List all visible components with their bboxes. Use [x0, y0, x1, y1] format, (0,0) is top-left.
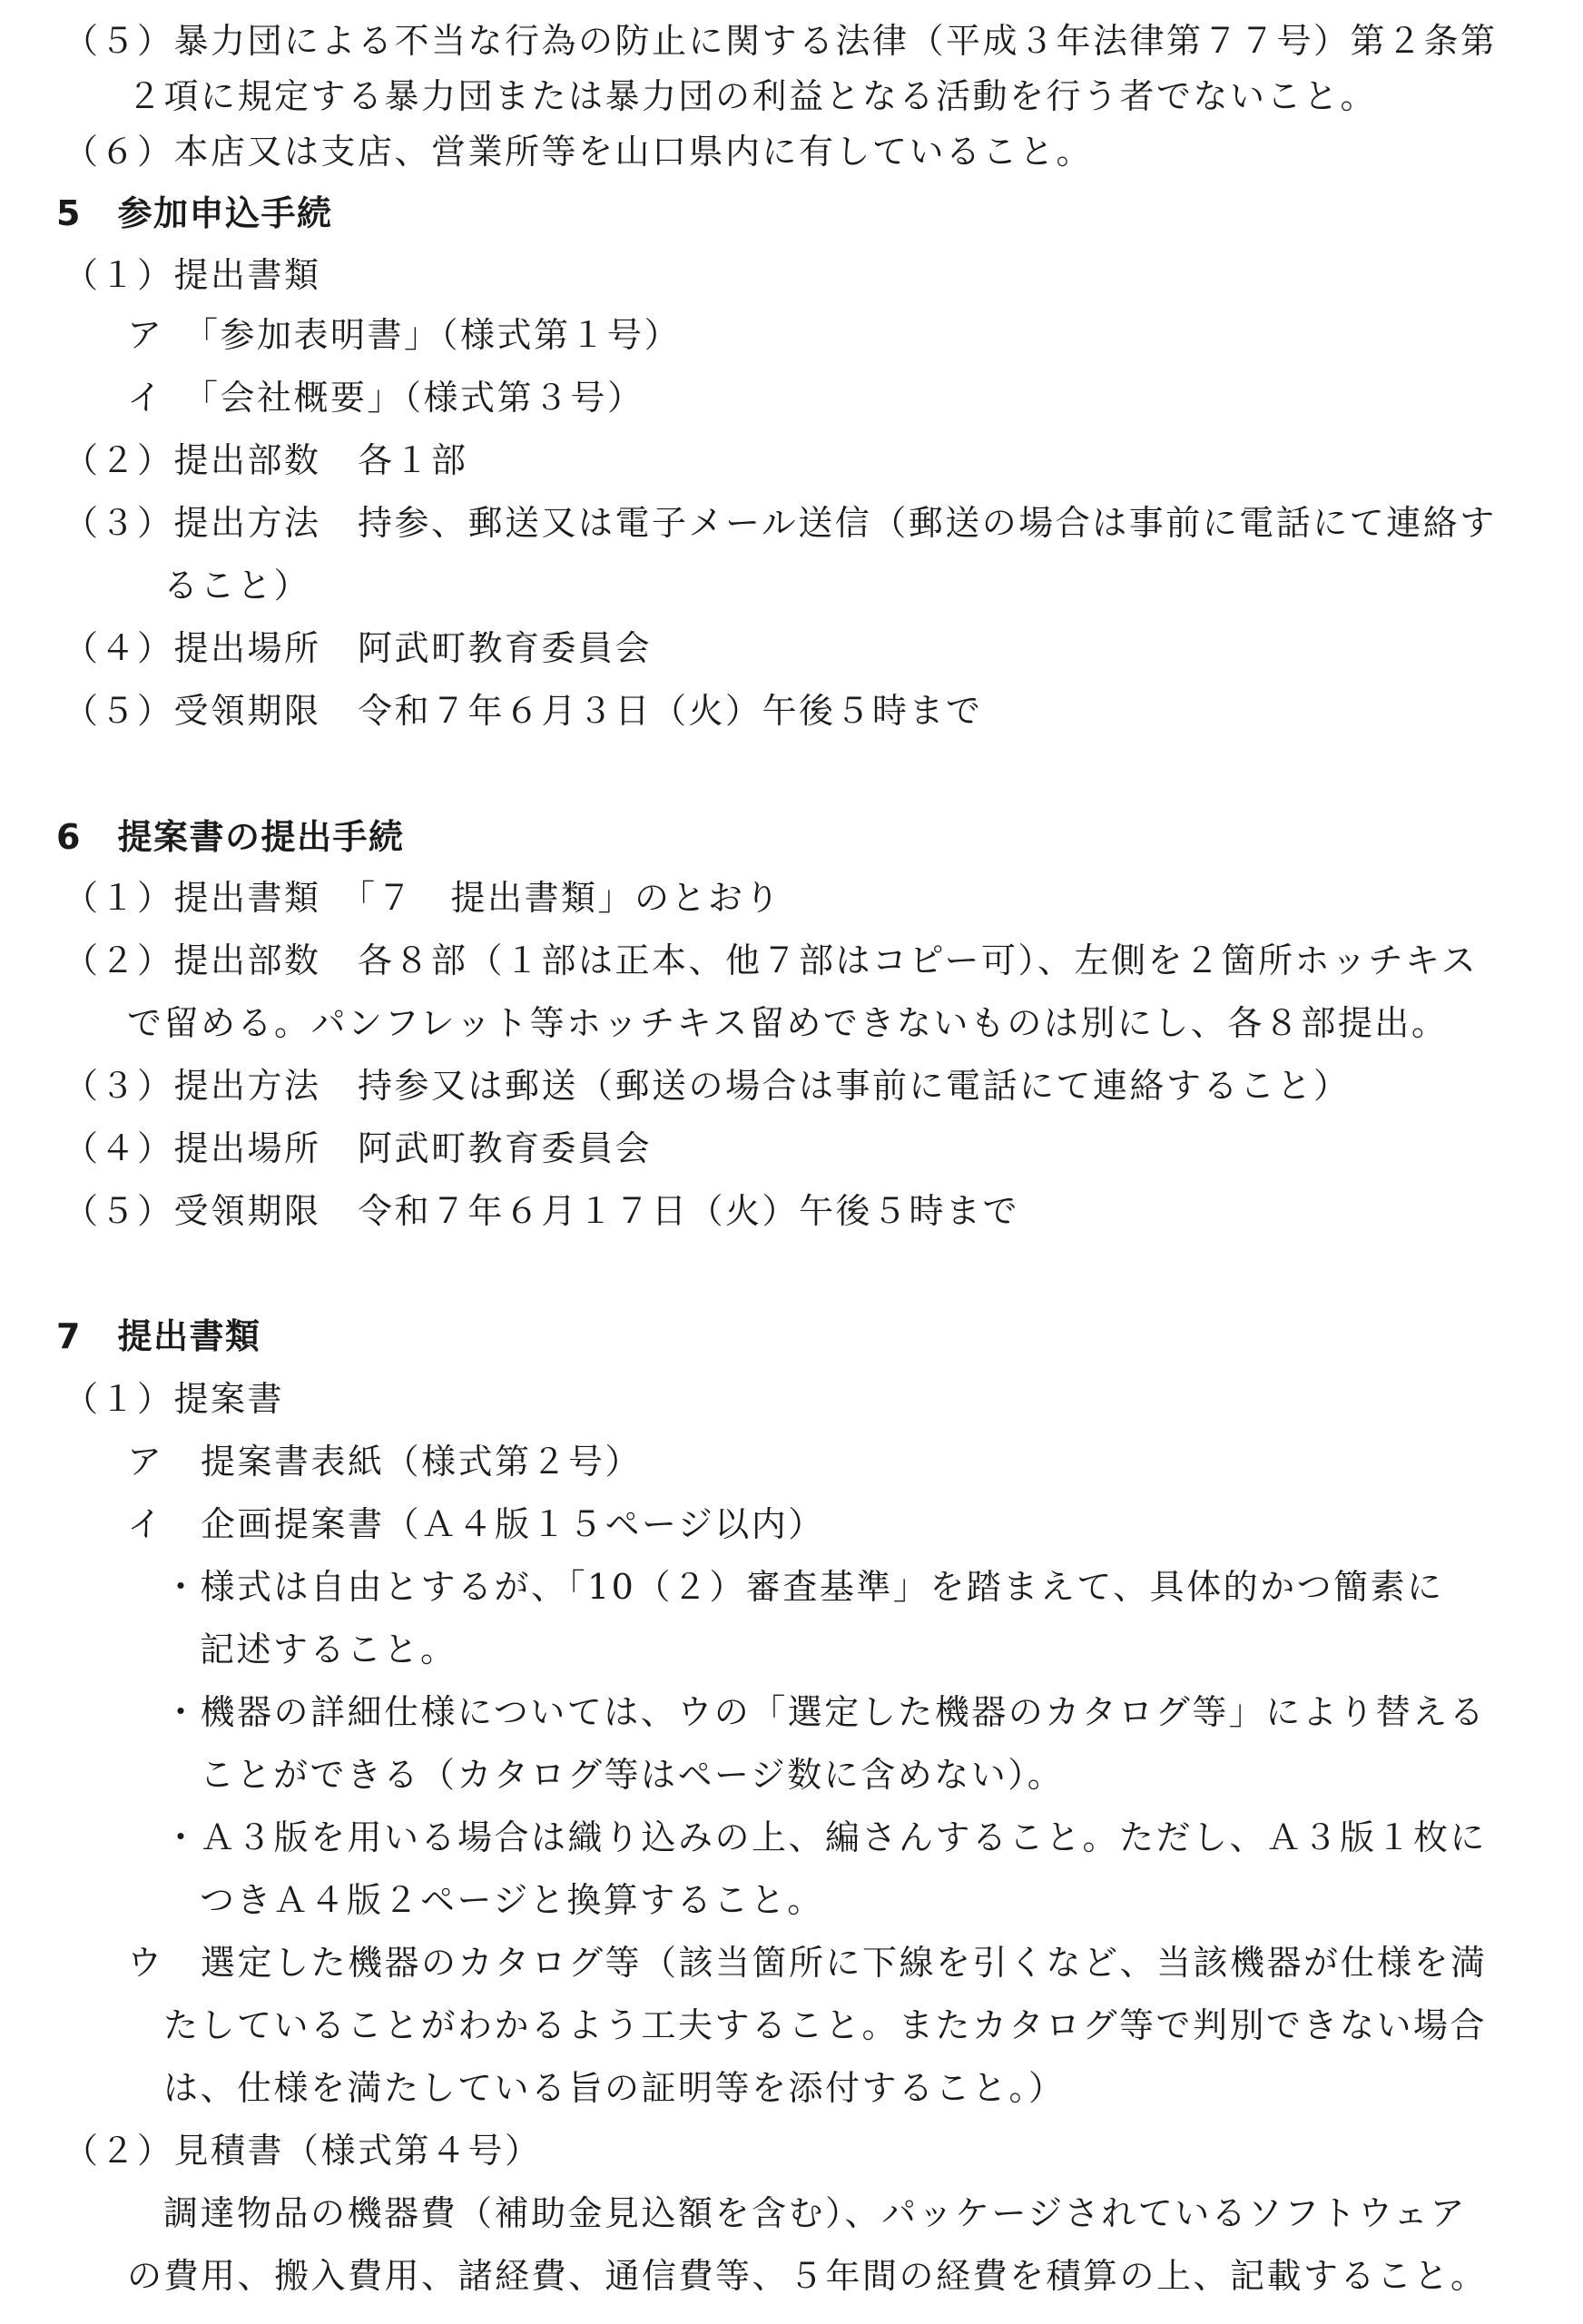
s5-item-3-line-1: （３）提出方法 持参、郵送又は電子メール送信（郵送の場合は事前に電話にて連絡す [64, 503, 1497, 543]
s7-bullet-2-line-1: ・機器の詳細仕様については、ウの「選定した機器のカタログ等」により替える [163, 1692, 1487, 1732]
section-5-heading: 5 参加申込手続 [56, 193, 333, 233]
s7-bullet-3-line-2: つきＡ４版２ページと換算すること。 [200, 1880, 824, 1920]
s7-bullet-3-line-1: ・Ａ３版を用いる場合は織り込みの上、編さんすること。ただし、Ａ３版１枚に [163, 1817, 1488, 1857]
s7-bullet-2-line-2: ことができる（カタログ等はページ数に含めない）。 [200, 1755, 1065, 1795]
s6-item-1: （１）提出書類 「７ 提出書類」のとおり [64, 878, 782, 918]
section-7-heading: 7 提出書類 [56, 1316, 261, 1356]
s7-item-1-i: イ 企画提案書（Ａ４版１５ページ以内） [127, 1504, 825, 1544]
s5-item-5: （５）受領期限 令和７年６月３日（火）午後５時まで [64, 691, 983, 731]
s5-item-4: （４）提出場所 阿武町教育委員会 [64, 628, 653, 668]
s7-item-1: （１）提案書 [64, 1379, 285, 1419]
s7-item-1-u-line-2: たしていることがわかるよう工夫すること。またカタログ等で判別できない場合 [163, 2005, 1488, 2045]
item-5-line-1: （５）暴力団による不当な行為の防止に関する法律（平成３年法律第７７号）第２条第 [64, 21, 1498, 61]
s5-item-2: （２）提出部数 各１部 [64, 440, 468, 480]
section-6-heading: 6 提案書の提出手続 [56, 817, 405, 857]
s7-bullet-1-line-2: 記述すること。 [200, 1630, 457, 1669]
s7-item-2-body-line-2: の費用、搬入費用、諸経費、通信費等、５年間の経費を積算の上、記載すること。 [127, 2256, 1488, 2296]
s5-item-3-line-2: ること） [163, 566, 311, 606]
s6-item-2-line-1: （２）提出部数 各８部（１部は正本、他７部はコピー可）、左側を２箇所ホッチキス [64, 940, 1479, 980]
s7-item-2: （２）見積書（様式第４号） [64, 2131, 542, 2171]
item-6: （６）本店又は支店、営業所等を山口県内に有していること。 [64, 132, 1094, 172]
s7-item-1-a: ア 提案書表紙（様式第２号） [127, 1442, 643, 1482]
s5-item-1: （１）提出書類 [64, 255, 321, 295]
s5-item-1-i: イ 「会社概要」（様式第３号） [127, 378, 644, 418]
s7-item-1-u-line-3: は、仕様を満たしている旨の証明等を添付すること。） [163, 2068, 1066, 2108]
s7-item-1-u-line-1: ウ 選定した機器のカタログ等（該当箇所に下線を引くなど、当該機器が仕様を満 [127, 1943, 1488, 1983]
s5-item-1-a: ア 「参加表明書」（様式第１号） [127, 315, 682, 355]
s7-bullet-1-line-1: ・様式は自由とするが、「10（２）審査基準」を踏まえて、具体的かつ簡素に [163, 1567, 1444, 1607]
s7-item-2-body-line-1: 調達物品の機器費（補助金見込額を含む）、パッケージされているソフトウェア [163, 2193, 1467, 2233]
s6-item-5: （５）受領期限 令和７年６月１７日（火）午後５時まで [64, 1191, 1020, 1231]
s6-item-3: （３）提出方法 持参又は郵送（郵送の場合は事前に電話にて連絡すること） [64, 1066, 1351, 1106]
s6-item-2-line-2: で留める。パンフレット等ホッチキス留めできないものは別にし、各８部提出。 [127, 1003, 1449, 1043]
s6-item-4: （４）提出場所 阿武町教育委員会 [64, 1128, 653, 1168]
item-5-line-2: ２項に規定する暴力団または暴力団の利益となる活動を行う者でないこと。 [127, 76, 1378, 116]
